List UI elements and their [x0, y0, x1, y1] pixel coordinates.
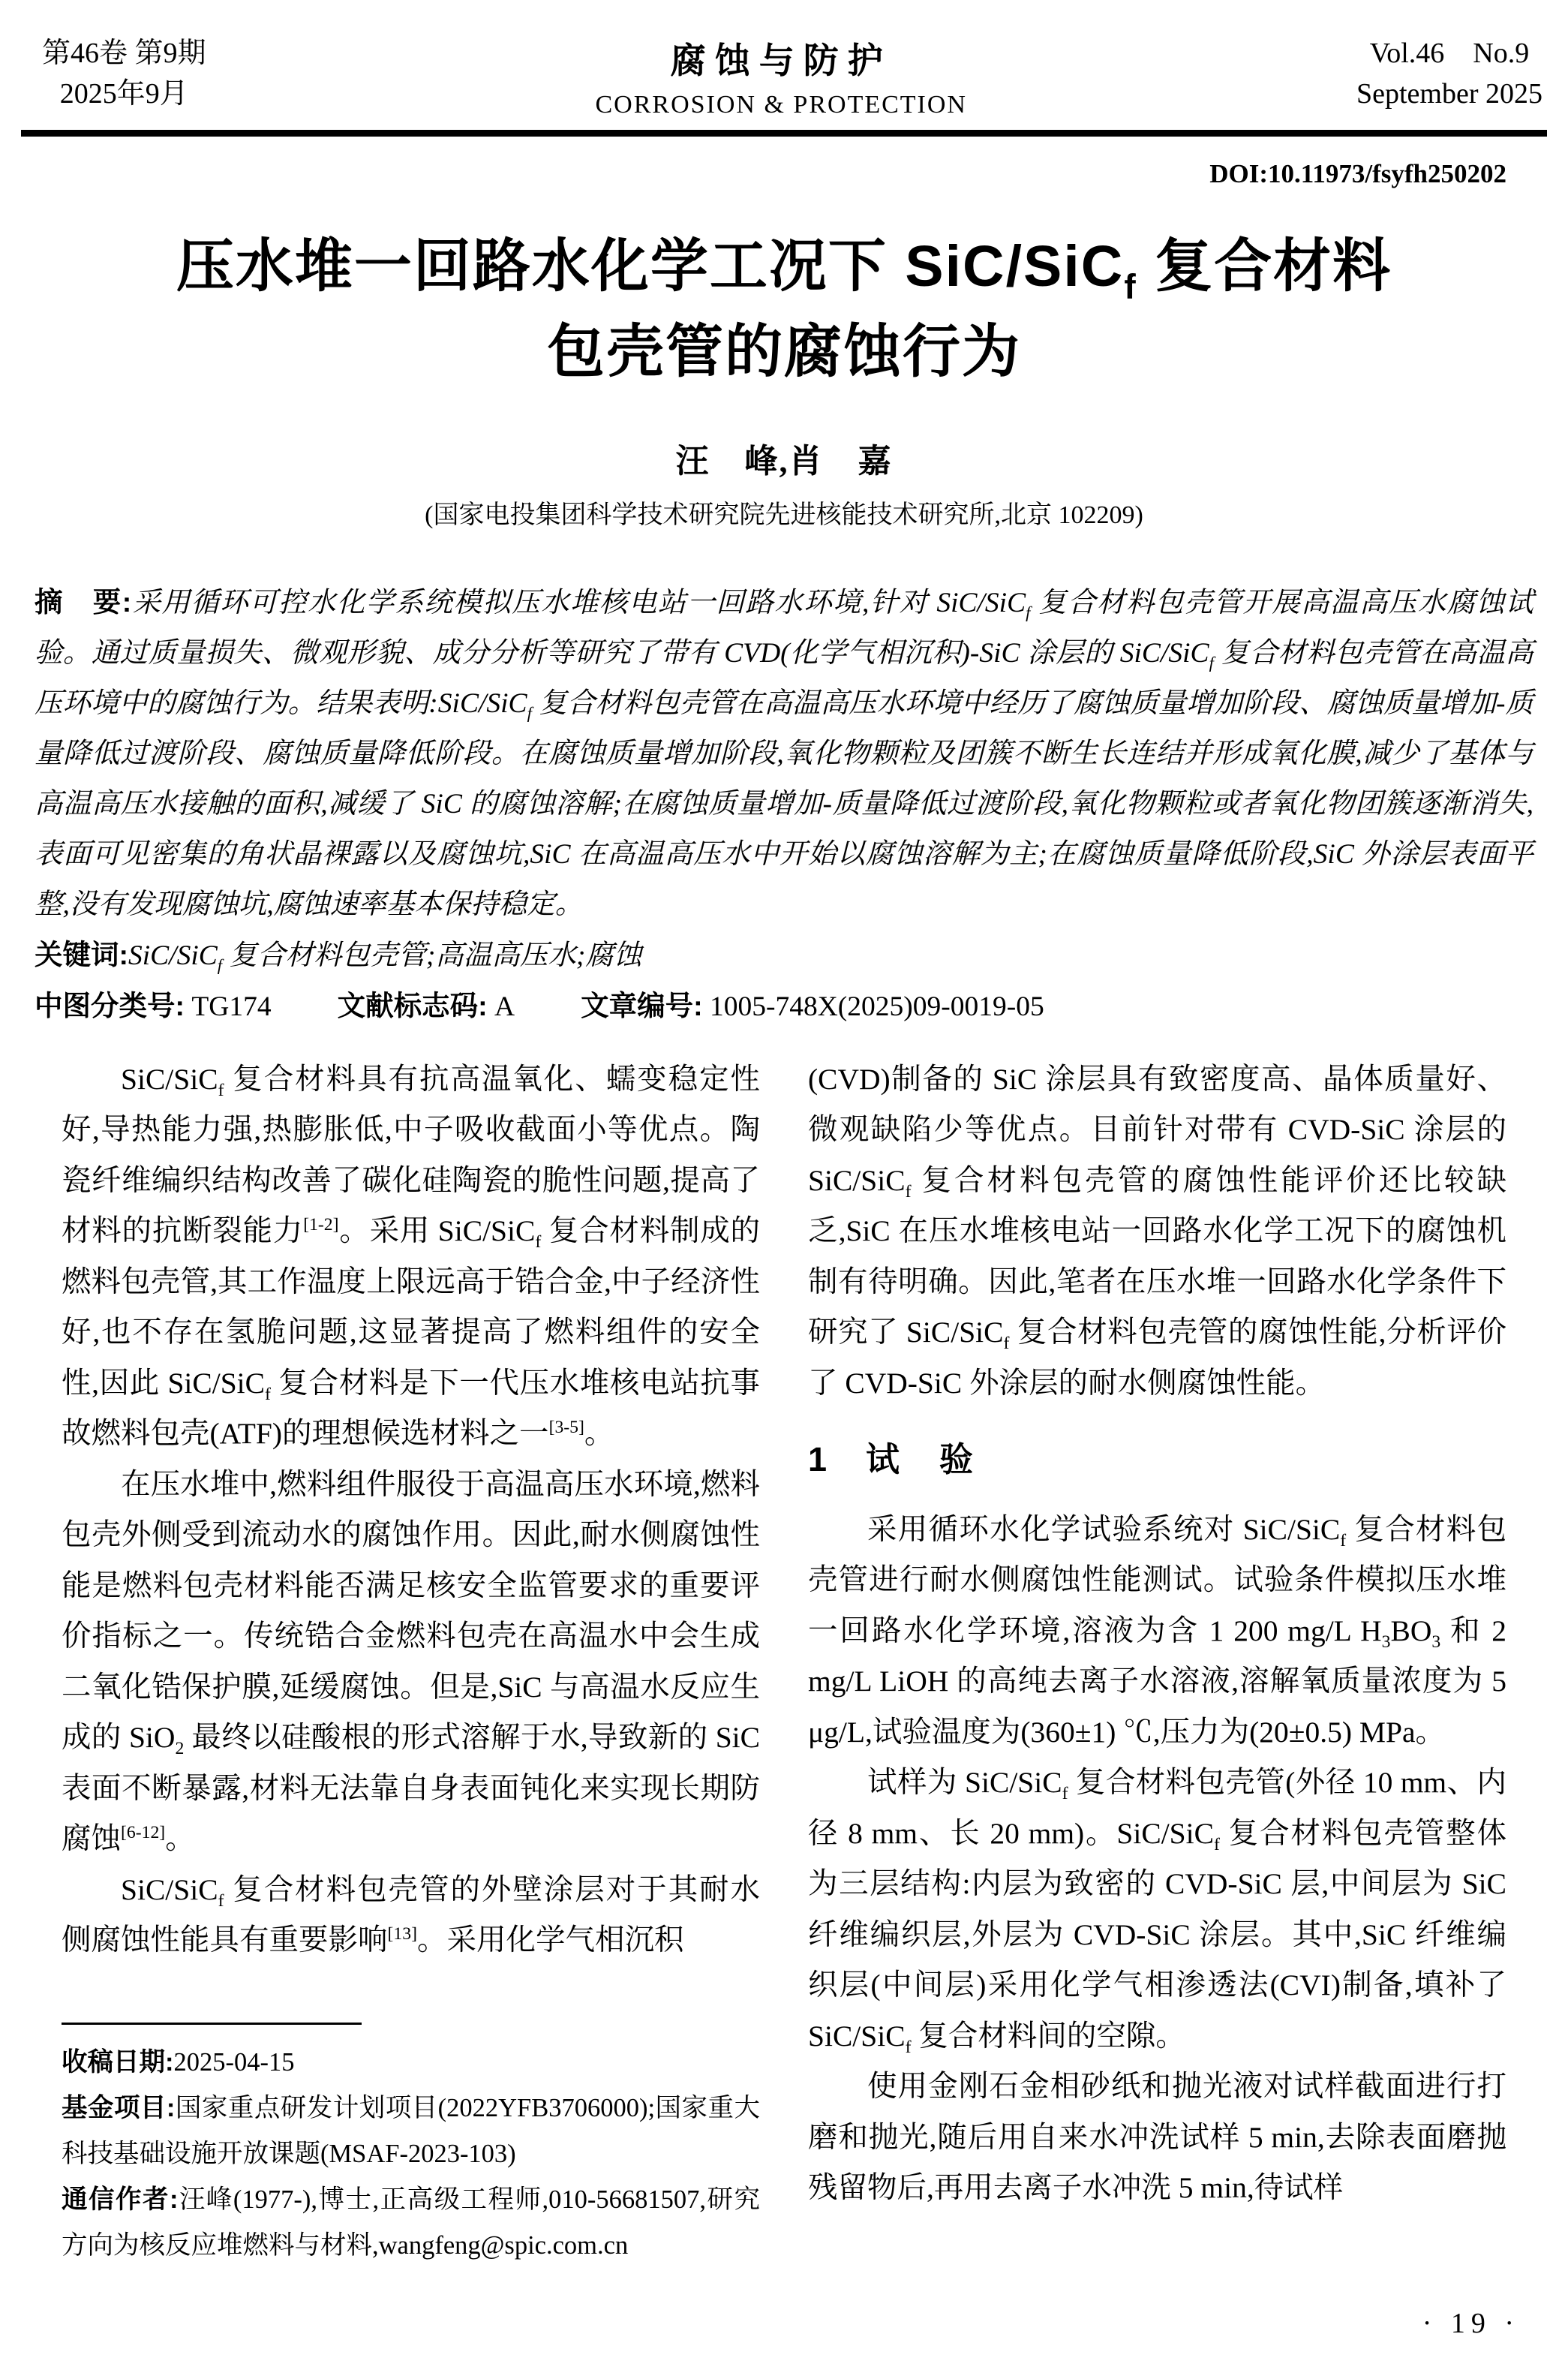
authors: 汪 峰,肖 嘉 [675, 442, 893, 480]
date-en: September 2025 [1356, 78, 1542, 110]
paragraph: 试样为 SiC/SiC$_f$ 复合材料包壳管(外径 10 mm、内径 8 mm、长 20 mm)。SiC/SiC$_f$ 复合材料包壳管整体为三层结构:内层为致密的 CVD-SiC 层,中间层为 SiC 纤维编织层,外层为 CVD-SiC 涂层。其中,SiC 纤维编织层(中间层)采用化学气相渗透法(CVI)制备,填补了 SiC/SiC$_f$ 复合材料间的空隙。 [808, 1766, 1506, 2057]
article-title-line1: 压水堆一回路水化学工况下 SiC/SiC$_f$ 复合材料 [176, 234, 1392, 306]
paragraph: (CVD)制备的 SiC 涂层具有致密度高、晶体质量好、微观缺陷少等优点。目前针对带有 CVD-SiC 涂层的 SiC/SiC$_f$ 复合材料包壳管的腐蚀性能评价还比较缺乏,SiC 在压水堆核电站一回路水化学工况下的腐蚀机制有待明确。因此,笔者在压水堆一回路水化学条件下研究了 SiC/SiC$_f$ 复合材料包壳管的腐蚀性能,分析评价了 CVD-SiC 外涂层的耐水侧腐蚀性能。 [808, 1062, 1506, 1400]
fund-value: 国家重点研发计划项目(2022YFB3706000);国家重大科技基础设施开放课题(MSAF-2023-103) [62, 2093, 760, 2168]
doc-code-value: A [494, 991, 515, 1022]
volume-issue-cn: 第46卷 第9期 [42, 38, 206, 69]
corresponding-author-line [62, 2177, 760, 2269]
footnote-rule [62, 2023, 362, 2025]
clc-label: 中图分类号: [35, 989, 185, 1021]
header-left [42, 33, 206, 114]
section-title: 试 验 [866, 1440, 977, 1479]
section-number: 1 [808, 1440, 828, 1479]
classification-line [35, 981, 1533, 1032]
received-date-line [62, 2040, 760, 2086]
abstract-label: 摘 要: [35, 585, 132, 618]
received-date-label: 收稿日期: [62, 2047, 174, 2077]
article-title [0, 224, 1568, 395]
doc-code-pair [338, 981, 515, 1032]
paragraph: 在压水堆中,燃料组件服役于高温高压水环境,燃料包壳外侧受到流动水的腐蚀作用。因此,耐水侧腐蚀性能是燃料包壳材料能否满足核安全监管要求的重要评价指标之一。传统锆合金燃料包壳在高温水中会生成二氧化锆保护膜,延缓腐蚀。但是,SiC 与高温水反应生成的 SiO$_2$ 最终以硅酸根的形式溶解于水,导致新的 SiC 表面不断暴露,材料无法靠自身表面钝化来实现长期防腐蚀[6-12]。 [62, 1467, 760, 1856]
article-id-label: 文章编号: [581, 989, 703, 1021]
journal-name-en: CORROSION & PROTECTION [595, 91, 967, 119]
right-column [808, 1054, 1506, 2269]
keywords-text: SiC/SiC$_f$ 复合材料包壳管;高温高压水;腐蚀 [128, 940, 642, 975]
doi: DOI:10.11973/fsyfh250202 [1209, 159, 1506, 188]
paragraph: 采用循环水化学试验系统对 SiC/SiC$_f$ 复合材料包壳管进行耐水侧腐蚀性能测试。试验条件模拟压水堆一回路水化学环境,溶液为含 1 200 mg/L $H_3BO_3$ 和 2 mg/L LiOH 的高纯去离子水溶液,溶解氧质量浓度为 5 μg/L,试验温度为(360±1) ℃,压力为(20±0.5) MPa。 [808, 1512, 1506, 1749]
paragraph: 使用金刚石金相砂纸和抛光液对试样截面进行打磨和抛光,随后用自来水冲洗试样 5 min,去除表面磨抛残留物后,再用去离子水冲洗 5 min,待试样 [808, 2070, 1506, 2205]
paragraph: SiC/SiC$_f$ 复合材料具有抗高温氧化、蠕变稳定性好,导热能力强,热膨胀低,中子吸收截面小等优点。陶瓷纤维编织结构改善了碳化硅陶瓷的脆性问题,提高了材料的抗断裂能力[1-2]。采用 SiC/SiC$_f$ 复合材料制成的燃料包壳管,其工作温度上限远高于锆合金,中子经济性好,也不存在氢脆问题,这显著提高了燃料组件的安全性,因此 SiC/SiC$_f$ 复合材料是下一代压水堆核电站抗事故燃料包壳(ATF)的理想候选材料之一[3-5]。 [62, 1062, 760, 1451]
left-column [62, 1054, 760, 2269]
page-number: · 19 · [1422, 2308, 1520, 2339]
article-id-value: 1005-748X(2025)09-0019-05 [709, 991, 1044, 1022]
header-rule [21, 130, 1547, 137]
volume-issue-en: Vol.46 No.9 [1369, 38, 1530, 69]
received-date-value: 2025-04-15 [173, 2047, 295, 2077]
section-heading-1 [808, 1434, 1506, 1485]
clc-value: TG174 [191, 991, 272, 1022]
journal-name-cn: 腐蚀与防护 [670, 42, 892, 81]
paragraph: SiC/SiC$_f$ 复合材料包壳管的外壁涂层对于其耐水侧腐蚀性能具有重要影响[13]。采用化学气相沉积 [62, 1872, 760, 1957]
fund-line [62, 2086, 760, 2177]
footnote-block [62, 2023, 760, 2269]
journal-header [0, 0, 1568, 130]
header-right [1356, 33, 1542, 114]
clc-pair [35, 981, 272, 1032]
abstract [35, 577, 1533, 930]
corresponding-author-value: 汪峰(1977-),博士,正高级工程师,010-56681507,研究方向为核反应堆燃料与材料,wangfeng@spic.com.cn [62, 2185, 760, 2260]
header-center [596, 33, 967, 119]
keywords-label: 关键词: [35, 938, 128, 970]
keywords-line [35, 930, 1533, 981]
article-id-pair [581, 981, 1044, 1032]
corresponding-author-label: 通信作者: [62, 2185, 179, 2214]
affiliation: (国家电投集团科学技术研究院先进核能技术研究所,北京 102209) [425, 501, 1143, 529]
fund-label: 基金项目: [62, 2093, 176, 2122]
doc-code-label: 文献标志码: [337, 989, 488, 1021]
abstract-text: 采用循环可控水化学系统模拟压水堆核电站一回路水环境,针对 SiC/SiC$_f$ 复合材料包壳管开展高温高压水腐蚀试验。通过质量损失、微观形貌、成分分析等研究了带有 CVD(化学气相沉积)-SiC 涂层的 SiC/SiC$_f$ 复合材料包壳管在高温高压环境中的腐蚀行为。结果表明:SiC/SiC$_f$ 复合材料包壳管在高温高压水环境中经历了腐蚀质量增加阶段、腐蚀质量增加-质量降低过渡阶段、腐蚀质量降低阶段。在腐蚀质量增加阶段,氧化物颗粒及团簇不断生长连结并形成氧化膜,减少了基体与高温高压水接触的面积,减缓了 SiC 的腐蚀溶解;在腐蚀质量增加-质量降低过渡阶段,氧化物颗粒或者氧化物团簇逐渐消失,表面可见密集的角状晶裸露以及腐蚀坑,SiC 在高温高压水中开始以腐蚀溶解为主;在腐蚀质量降低阶段,SiC 外涂层表面平整,没有发现腐蚀坑,腐蚀速率基本保持稳定。 [35, 587, 1534, 920]
date-cn: 2025年9月 [59, 78, 188, 110]
article-title-line2: 包壳管的腐蚀行为 [547, 320, 1021, 384]
body-columns [62, 1054, 1506, 2269]
